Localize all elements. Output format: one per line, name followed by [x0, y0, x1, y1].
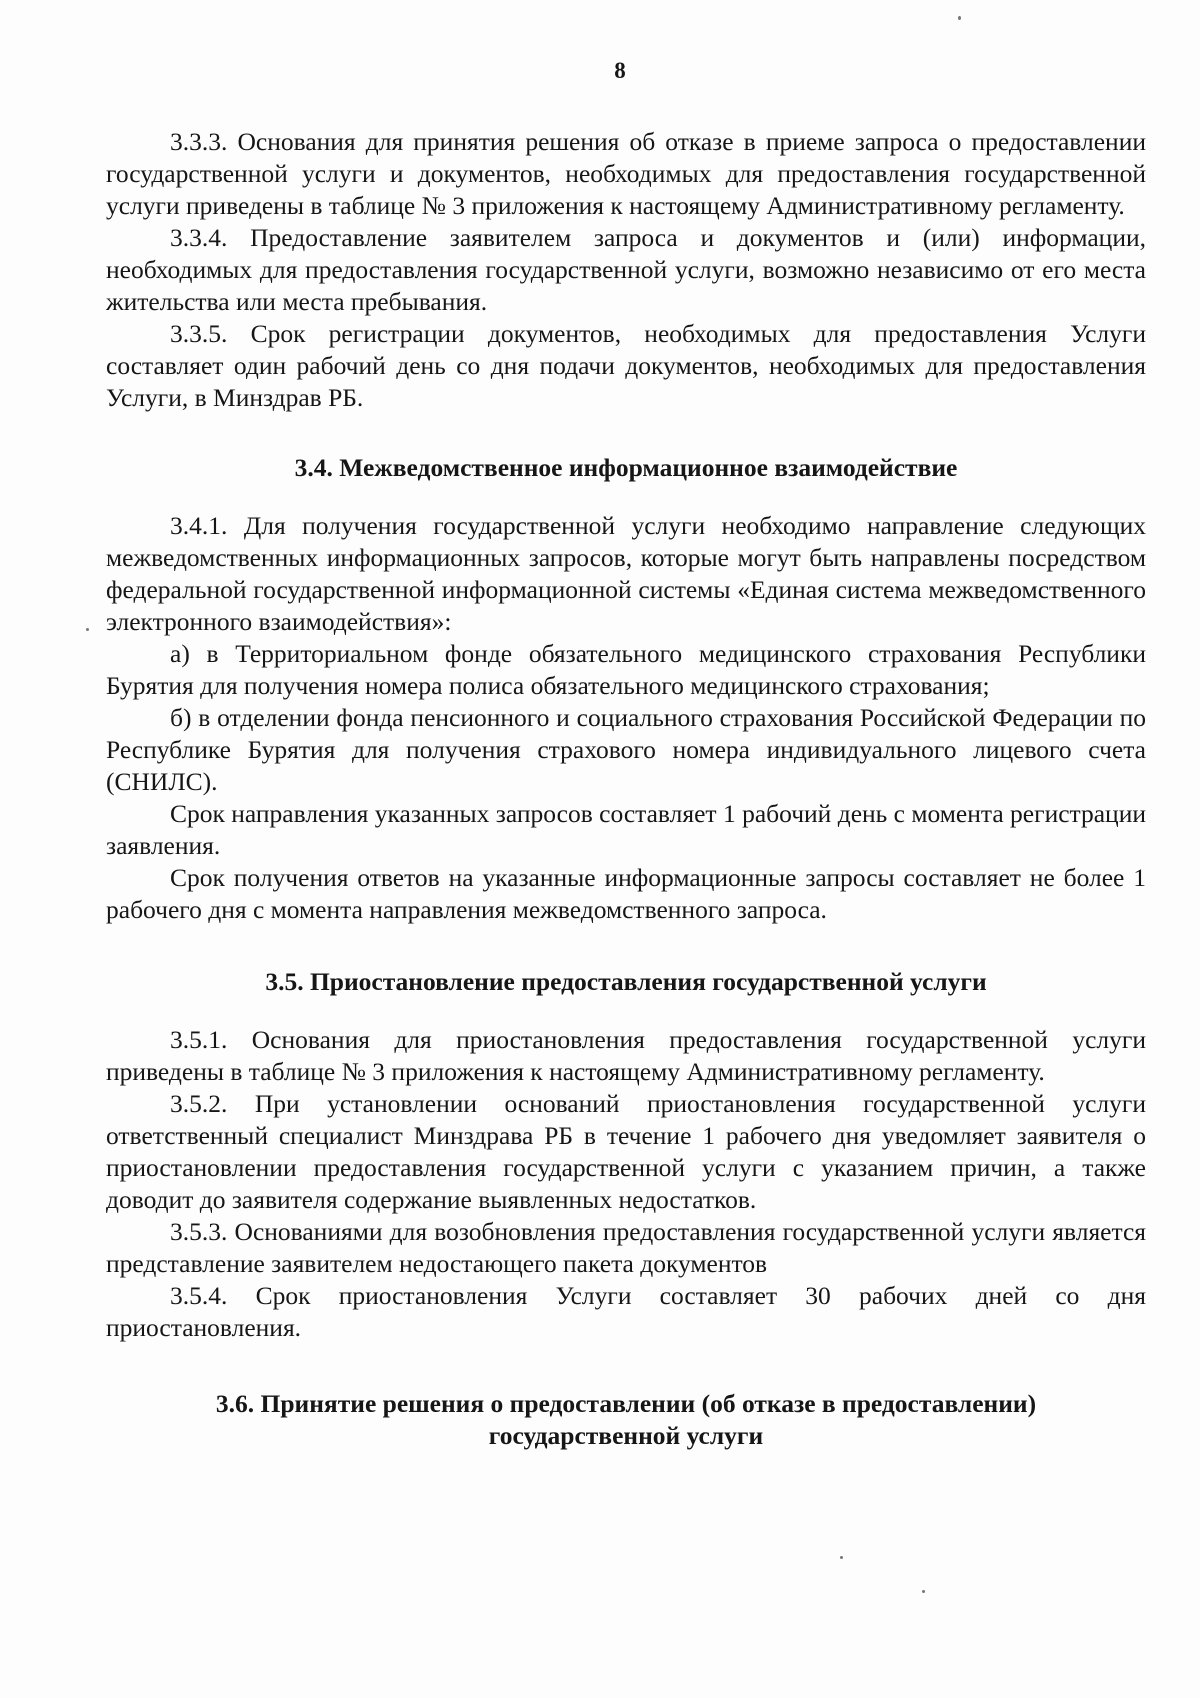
paragraph-response-deadline: Срок получения ответов на указанные информационные запросы составляет не более 1 рабочего дня с момента направления межведомственного запроса. — [106, 863, 1146, 924]
paragraph-3-4-1: 3.4.1. Для получения государственной услуги необходимо направление следующих межведомственных информационных запросов, которые могут быть направлены посредством федеральной государственной информационной системы «Единая система межведомственного электронного взаимодействия»: — [106, 511, 1146, 636]
scan-speck — [840, 1556, 843, 1559]
scan-speck — [922, 1590, 925, 1593]
paragraph-3-5-3: 3.5.3. Основаниями для возобновления предоставления государственной услуги является представление заявителем недостающего пакета документов — [106, 1217, 1146, 1278]
scan-speck — [86, 628, 89, 631]
scan-speck — [958, 16, 961, 20]
paragraph-request-deadline: Срок направления указанных запросов составляет 1 рабочий день с момента регистрации заявления. — [106, 799, 1146, 860]
section-heading-3-6 — [106, 1388, 1146, 1452]
paragraph-3-5-4: 3.5.4. Срок приостановления Услуги составляет 30 рабочих дней со дня приостановления. — [106, 1281, 1146, 1342]
section-heading-3-4: 3.4. Межведомственное информационное взаимодействие — [294, 453, 958, 482]
paragraph-item-b: б) в отделении фонда пенсионного и социального страхования Российской Федерации по Республике Бурятия для получения страхового номера индивидуального лицевого счета (СНИЛС). — [106, 703, 1146, 796]
paragraph-3-3-3: 3.3.3. Основания для принятия решения об отказе в приеме запроса о предоставлении государственной услуги и документов, необходимых для предоставления государственной услуги приведены в таблице № 3 приложения к настоящему Административному регламенту. — [106, 127, 1146, 220]
paragraph-item-a: а) в Территориальном фонде обязательного медицинского страхования Республики Бурятия для получения номера полиса обязательного медицинского страхования; — [106, 639, 1146, 700]
paragraph-3-3-4: 3.3.4. Предоставление заявителем запроса и документов и (или) информации, необходимых для предоставления государственной услуги, возможно независимо от его места жительства или места пребывания. — [106, 223, 1146, 316]
paragraph-3-5-2: 3.5.2. При установлении оснований приостановления государственной услуги ответственный специалист Минздрава РБ в течение 1 рабочего дня уведомляет заявителя о приостановлении предоставления государственной услуги с указанием причин, а также доводит до заявителя содержание выявленных недостатков. — [106, 1089, 1146, 1214]
section-heading-3-5: 3.5. Приостановление предоставления государственной услуги — [265, 967, 987, 996]
page-number: 8 — [614, 58, 626, 83]
paragraph-3-3-5: 3.3.5. Срок регистрации документов, необходимых для предоставления Услуги составляет один рабочий день со дня подачи документов, необходимых для предоставления Услуги, в Минздрав РБ. — [106, 319, 1146, 412]
section-heading-3-6-line-2: государственной услуги — [488, 1421, 764, 1450]
section-heading-3-6-line-1: 3.6. Принятие решения о предоставлении (об отказе в предоставлении) — [215, 1389, 1037, 1418]
paragraph-3-5-1: 3.5.1. Основания для приостановления предоставления государственной услуги приведены в таблице № 3 приложения к настоящему Административному регламенту. — [106, 1025, 1146, 1086]
document-body — [106, 126, 1146, 1452]
